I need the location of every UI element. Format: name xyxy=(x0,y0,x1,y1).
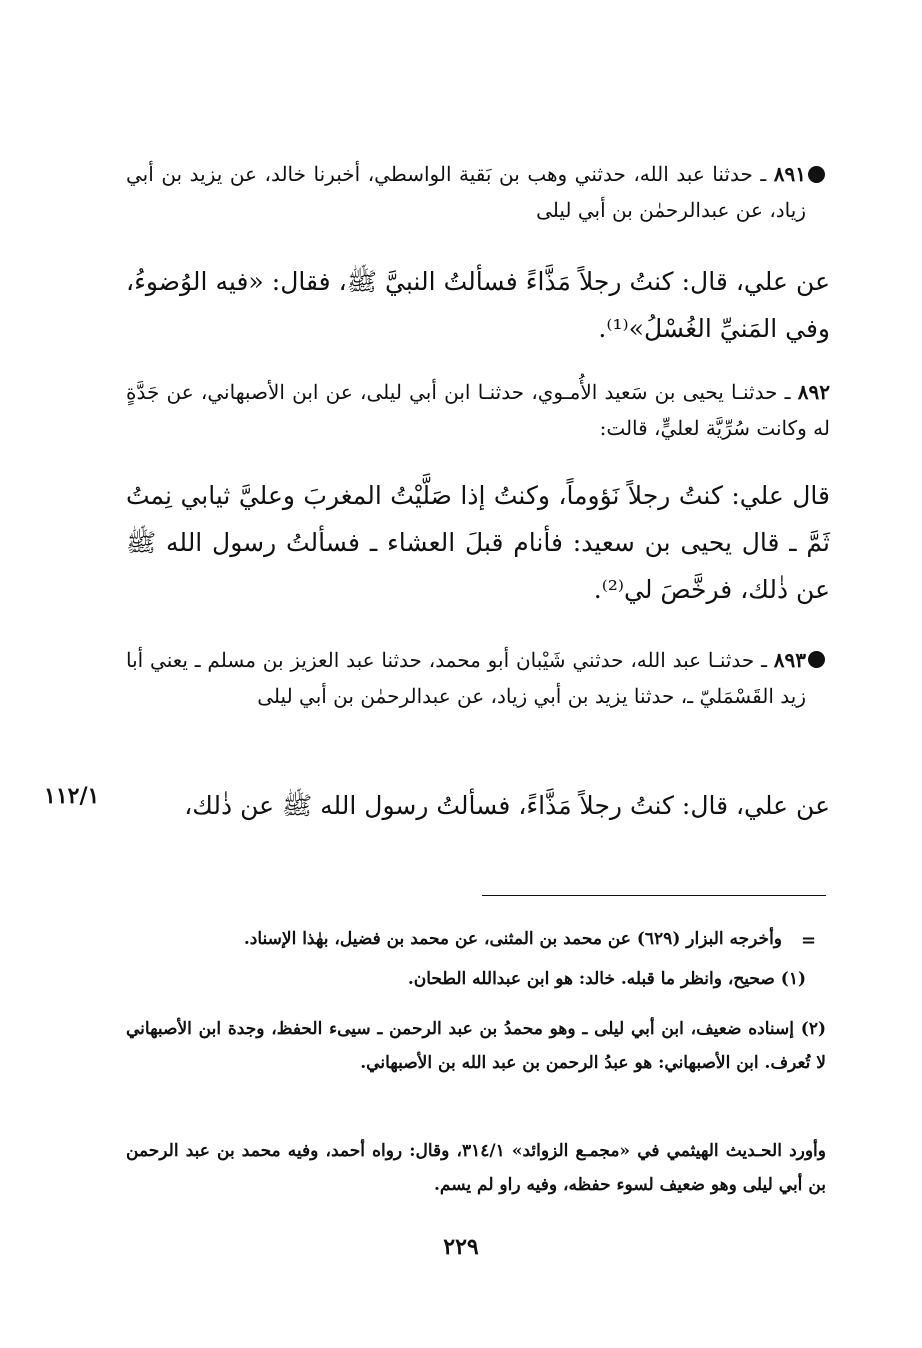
hadith-number: ٨٩١ xyxy=(773,162,807,186)
matn-text: عن علي، قال: كنتُ رجلاً مَذَّاءً فسألتُ النبيَّ ﷺ، فقال: «فيه الوُضوءُ، وفي المَنيِّ الغُسْلُ»⁽¹⁾. xyxy=(126,267,830,343)
footnote-2: (٢) إسناده ضعيف، ابن أبي ليلى ـ وهو محمدُ بن عبد الرحمن ـ سيىء الحفظ، وجدة ابن الأصبهاني لا تُعرف. ابن الأصبهاني: هو عبدُ الرحمن بن عبد الله بن الأصبهاني. xyxy=(126,1019,826,1073)
page-number: ٢٢٩ xyxy=(443,1234,479,1260)
footnote-2-continuation: وأورد الحـديث الهيثمي في «مجمـع الزوائد» ٣١٤/١، وقال: رواه أحمد، وفيه محمد بن عبد الرحمن بن أبي ليلى وهو ضعيف لسوء حفظه، وفيه راو لم يسم. xyxy=(126,1141,826,1195)
hadith-893-matn xyxy=(170,782,830,829)
footnote-separator xyxy=(482,895,826,896)
volume-page-reference: ١١٢/١ xyxy=(44,783,100,809)
hadith-893-isnad xyxy=(126,642,806,714)
matn-text: قال علي: كنتُ رجلاً نَؤوماً، وكنتُ إذا صَلَّيْتُ المغربَ وعليَّ ثيابي نِمتُ ثَمَّ ـ قال يحيى بن سعيد: فأنام قبلَ العشاء ـ فسألتُ رسول الله ﷺ عن ذٰلك، فرخَّصَ لي⁽²⁾. xyxy=(126,481,830,604)
hadith-892-isnad xyxy=(126,374,830,446)
hadith-number: ٨٩٢ xyxy=(797,380,830,404)
matn-text: عن علي، قال: كنتُ رجلاً مَذَّاءً، فسألتُ رسول الله ﷺ عن ذٰلك، xyxy=(184,791,830,820)
hadith-marker-bullet xyxy=(808,166,825,183)
isnad-text: ـ حدثنا عبد الله، حدثني وهب بن بَقية الواسطي، أخبرنا خالد، عن يزيد بن أبي زياد، عن عبدالرحمٰن بن أبي ليلى xyxy=(126,162,806,222)
hadith-891-isnad xyxy=(126,156,806,228)
isnad-text: ـ حدثنـا عبد الله، حدثني شَيْبان أبو محمد، حدثنا عبد العزيز بن مسلم ـ يعني أبا زيد القَسْمَليّ ـ، حدثنا يزيد بن أبي زياد، عن عبدالرحمٰن بن أبي ليلى xyxy=(126,648,806,708)
footnote-1: (١) صحيح، وانظر ما قبله. خالد: هو ابن عبدالله الطحان. xyxy=(407,969,806,989)
hadith-marker-bullet xyxy=(808,651,825,668)
continuation-mark: = xyxy=(801,930,817,951)
footnote-continuation: وأخرجه البزار (٦٢٩) عن محمد بن المثنى، عن محمد بن فضيل، بهٰذا الإسناد. xyxy=(243,929,782,949)
hadith-891-matn xyxy=(126,258,830,352)
hadith-892-matn xyxy=(126,472,830,613)
isnad-text: ـ حدثنـا يحيى بن سَعيد الأُمـوي، حدثنـا ابن أبي ليلى، عن ابن الأصبهاني، عن جَدَّةٍ له وكانت سُرِّيَّة لعليٍّ، قالت: xyxy=(126,380,830,440)
hadith-number: ٨٩٣ xyxy=(773,648,806,672)
